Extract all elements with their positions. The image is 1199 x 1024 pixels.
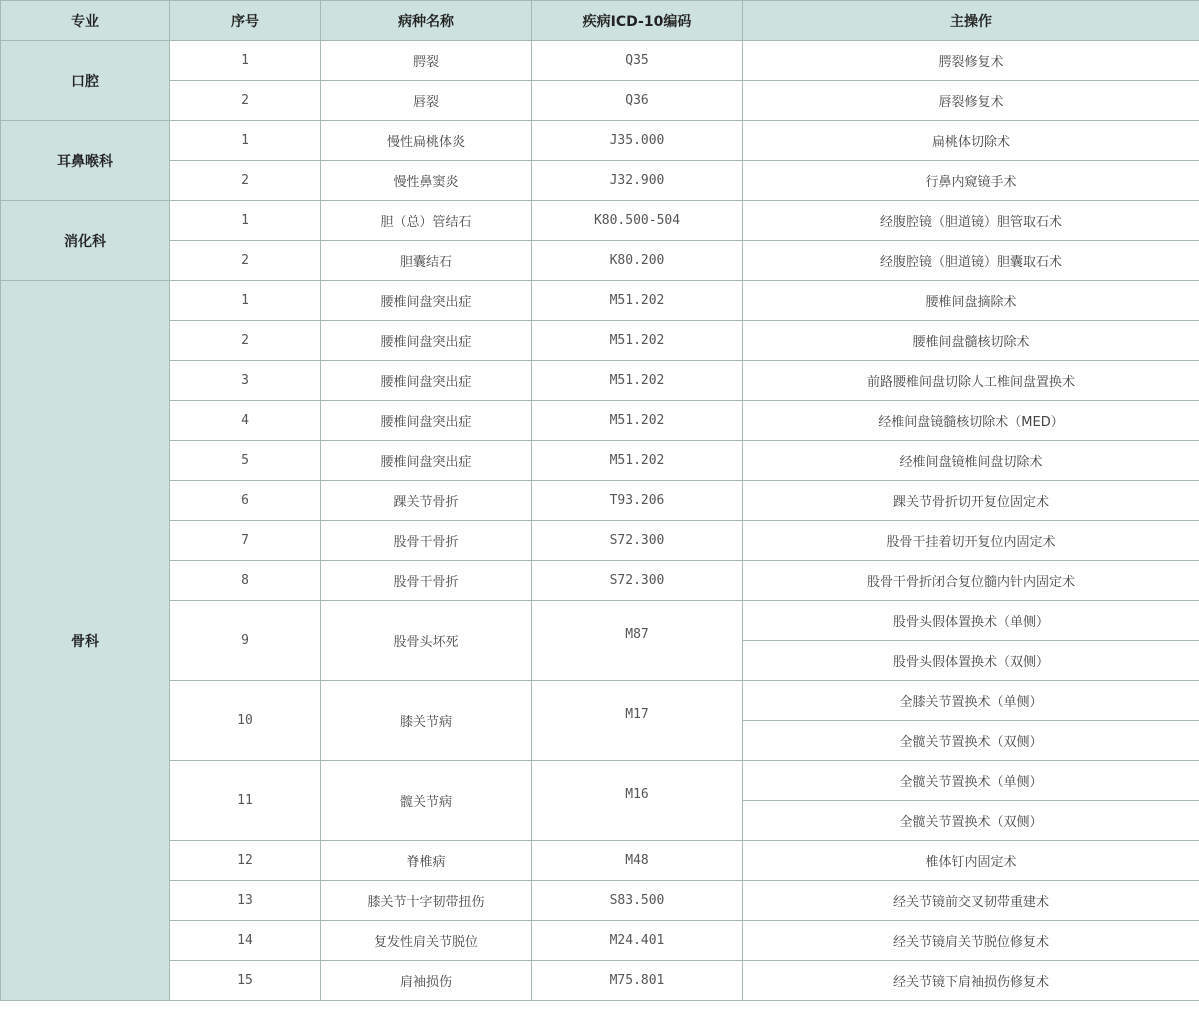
number-cell: 1 bbox=[170, 281, 321, 321]
operation-cell: 经关节镜下肩袖损伤修复术 bbox=[743, 961, 1199, 1001]
operation-cell: 经关节镜前交叉韧带重建术 bbox=[743, 881, 1199, 921]
operation-cell: 腰椎间盘摘除术 bbox=[743, 281, 1199, 321]
icd-cell: M48 bbox=[532, 841, 743, 881]
icd-cell: M51.202 bbox=[532, 401, 743, 441]
operation-cell: 全髋关节置换术（单侧） bbox=[743, 761, 1199, 801]
number-cell: 6 bbox=[170, 481, 321, 521]
number-cell: 1 bbox=[170, 41, 321, 81]
specialty-cell: 口腔 bbox=[1, 41, 170, 121]
operation-cell: 唇裂修复术 bbox=[743, 81, 1199, 121]
disease-cell: 慢性鼻窦炎 bbox=[321, 161, 532, 201]
number-cell: 1 bbox=[170, 201, 321, 241]
number-cell: 2 bbox=[170, 321, 321, 361]
disease-cell: 股骨干骨折 bbox=[321, 561, 532, 601]
icd-cell: M16 bbox=[532, 761, 743, 841]
icd-cell: M51.202 bbox=[532, 281, 743, 321]
table-row bbox=[1, 281, 1199, 321]
table-row bbox=[1, 361, 1199, 401]
table-row bbox=[1, 201, 1199, 241]
table-row bbox=[1, 41, 1199, 81]
number-cell: 2 bbox=[170, 241, 321, 281]
specialty-cell: 骨科 bbox=[1, 281, 170, 1001]
icd-cell: M75.801 bbox=[532, 961, 743, 1001]
disease-cell: 肩袖损伤 bbox=[321, 961, 532, 1001]
header-disease: 病种名称 bbox=[321, 1, 532, 41]
table-row bbox=[1, 521, 1199, 561]
disease-cell: 股骨干骨折 bbox=[321, 521, 532, 561]
table-row bbox=[1, 881, 1199, 921]
header-row bbox=[1, 1, 1199, 41]
operation-cell: 行鼻内窥镜手术 bbox=[743, 161, 1199, 201]
operation-cell: 经腹腔镜（胆道镜）胆管取石术 bbox=[743, 201, 1199, 241]
header-icd: 疾病ICD-10编码 bbox=[532, 1, 743, 41]
table-row bbox=[1, 81, 1199, 121]
operation-cell: 椎体钉内固定术 bbox=[743, 841, 1199, 881]
table-row bbox=[1, 841, 1199, 881]
header-number: 序号 bbox=[170, 1, 321, 41]
number-cell: 9 bbox=[170, 601, 321, 681]
specialty-cell: 耳鼻喉科 bbox=[1, 121, 170, 201]
icd-cell: M51.202 bbox=[532, 321, 743, 361]
operation-cell: 经腹腔镜（胆道镜）胆囊取石术 bbox=[743, 241, 1199, 281]
disease-cell: 股骨头坏死 bbox=[321, 601, 532, 681]
disease-cell: 胆（总）管结石 bbox=[321, 201, 532, 241]
icd-cell: Q35 bbox=[532, 41, 743, 81]
table-row bbox=[1, 441, 1199, 481]
operation-cell: 全膝关节置换术（单侧） bbox=[743, 681, 1199, 721]
icd-cell: S83.500 bbox=[532, 881, 743, 921]
table-row bbox=[1, 921, 1199, 961]
table-row bbox=[1, 241, 1199, 281]
operation-cell: 腭裂修复术 bbox=[743, 41, 1199, 81]
number-cell: 7 bbox=[170, 521, 321, 561]
icd-cell: S72.300 bbox=[532, 521, 743, 561]
icd-cell: M17 bbox=[532, 681, 743, 761]
operation-cell: 前路腰椎间盘切除人工椎间盘置换术 bbox=[743, 361, 1199, 401]
table-row bbox=[1, 121, 1199, 161]
operation-cell: 腰椎间盘髓核切除术 bbox=[743, 321, 1199, 361]
disease-cell: 腰椎间盘突出症 bbox=[321, 361, 532, 401]
icd-cell: T93.206 bbox=[532, 481, 743, 521]
table-row bbox=[1, 761, 1199, 801]
operation-cell: 股骨头假体置换术（单侧） bbox=[743, 601, 1199, 641]
operation-cell: 全髋关节置换术（双侧） bbox=[743, 721, 1199, 761]
operation-cell: 股骨干骨折闭合复位髓内针内固定术 bbox=[743, 561, 1199, 601]
disease-cell: 脊椎病 bbox=[321, 841, 532, 881]
number-cell: 11 bbox=[170, 761, 321, 841]
number-cell: 15 bbox=[170, 961, 321, 1001]
number-cell: 10 bbox=[170, 681, 321, 761]
number-cell: 12 bbox=[170, 841, 321, 881]
table-row bbox=[1, 601, 1199, 641]
disease-cell: 腰椎间盘突出症 bbox=[321, 441, 532, 481]
icd-cell: J35.000 bbox=[532, 121, 743, 161]
operation-cell: 经关节镜肩关节脱位修复术 bbox=[743, 921, 1199, 961]
disease-cell: 胆囊结石 bbox=[321, 241, 532, 281]
table-row bbox=[1, 401, 1199, 441]
number-cell: 14 bbox=[170, 921, 321, 961]
number-cell: 2 bbox=[170, 161, 321, 201]
number-cell: 4 bbox=[170, 401, 321, 441]
number-cell: 3 bbox=[170, 361, 321, 401]
specialty-cell: 消化科 bbox=[1, 201, 170, 281]
disease-cell: 髋关节病 bbox=[321, 761, 532, 841]
icd-cell: K80.200 bbox=[532, 241, 743, 281]
operation-cell: 经椎间盘镜髓核切除术（MED） bbox=[743, 401, 1199, 441]
table-row bbox=[1, 961, 1199, 1001]
table-row bbox=[1, 321, 1199, 361]
icd-cell: M87 bbox=[532, 601, 743, 681]
operation-cell: 经椎间盘镜椎间盘切除术 bbox=[743, 441, 1199, 481]
header-operation: 主操作 bbox=[743, 1, 1199, 41]
number-cell: 2 bbox=[170, 81, 321, 121]
disease-cell: 腭裂 bbox=[321, 41, 532, 81]
icd-cell: M51.202 bbox=[532, 361, 743, 401]
disease-cell: 腰椎间盘突出症 bbox=[321, 281, 532, 321]
operation-cell: 股骨头假体置换术（双侧） bbox=[743, 641, 1199, 681]
disease-cell: 踝关节骨折 bbox=[321, 481, 532, 521]
number-cell: 8 bbox=[170, 561, 321, 601]
table-row bbox=[1, 481, 1199, 521]
disease-cell: 膝关节病 bbox=[321, 681, 532, 761]
icd-cell: M24.401 bbox=[532, 921, 743, 961]
header-specialty: 专业 bbox=[1, 1, 170, 41]
disease-cell: 腰椎间盘突出症 bbox=[321, 321, 532, 361]
icd-cell: S72.300 bbox=[532, 561, 743, 601]
table-row bbox=[1, 561, 1199, 601]
icd-cell: M51.202 bbox=[532, 441, 743, 481]
icd-cell: J32.900 bbox=[532, 161, 743, 201]
icd-cell: Q36 bbox=[532, 81, 743, 121]
number-cell: 1 bbox=[170, 121, 321, 161]
number-cell: 5 bbox=[170, 441, 321, 481]
operation-cell: 股骨干挂着切开复位内固定术 bbox=[743, 521, 1199, 561]
icd-cell: K80.500-504 bbox=[532, 201, 743, 241]
disease-cell: 复发性肩关节脱位 bbox=[321, 921, 532, 961]
operation-cell: 全髋关节置换术（双侧） bbox=[743, 801, 1199, 841]
disease-cell: 膝关节十字韧带扭伤 bbox=[321, 881, 532, 921]
table-row bbox=[1, 681, 1199, 721]
operation-cell: 扁桃体切除术 bbox=[743, 121, 1199, 161]
disease-cell: 慢性扁桃体炎 bbox=[321, 121, 532, 161]
operation-cell: 踝关节骨折切开复位固定术 bbox=[743, 481, 1199, 521]
disease-cell: 唇裂 bbox=[321, 81, 532, 121]
number-cell: 13 bbox=[170, 881, 321, 921]
table-row bbox=[1, 161, 1199, 201]
disease-cell: 腰椎间盘突出症 bbox=[321, 401, 532, 441]
